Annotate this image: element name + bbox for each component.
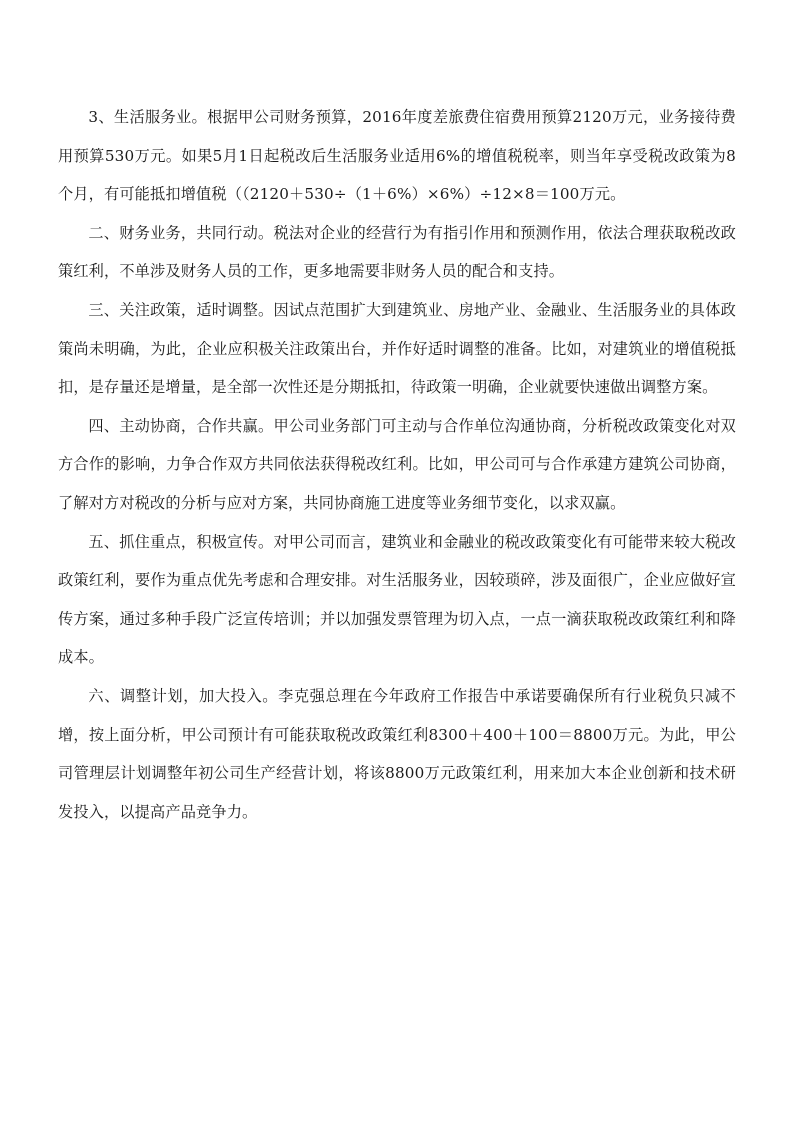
paragraph-policy-adjustment: 三、关注政策，适时调整。因试点范围扩大到建筑业、房地产业、金融业、生活服务业的具体政策尚未明确，为此，企业应积极关注政策出台，并作好适时调整的准备。比如，对建筑业的增值税抵扣，是存量还是增量，是全部一次性还是分期抵扣，待政策一明确，企业就要快速做出调整方案。 [58, 300, 736, 397]
paragraph-life-services: 3、生活服务业。根据甲公司财务预算，2016年度差旅费住宿费用预算2120万元，业务接待费用预算530万元。如果5月1日起税改后生活服务业适用6%的增值税税率，则当年享受税改政策为8个月，有可能抵扣增值税（（2120＋530÷（1＋6%）×6%）÷12×8＝100万元。 [58, 108, 736, 204]
paragraph-plan-investment: 六、调整计划，加大投入。李克强总理在今年政府工作报告中承诺要确保所有行业税负只减不增，按上面分析，甲公司预计有可能获取税改政策红利8300＋400＋100＝8800万元。为此，甲公司管理层计划调整年初公司生产经营计划，将该8800万元政策红利，用来加大本企业创新和技术研发投入，以提高产品竞争力。 [58, 686, 736, 821]
document-body [58, 98, 736, 831]
paragraph-key-focus: 五、抓住重点，积极宣传。对甲公司而言，建筑业和金融业的税改政策变化有可能带来较大税改政策红利，要作为重点优先考虑和合理安排。对生活服务业，因较琐碎，涉及面很广，企业应做好宣传方案，通过多种手段广泛宣传培训；并以加强发票管理为切入点，一点一滴获取税改政策红利和降成本。 [58, 532, 736, 667]
paragraph-joint-action: 二、财务业务，共同行动。税法对企业的经营行为有指引作用和预测作用，依法合理获取税改政策红利，不单涉及财务人员的工作，更多地需要非财务人员的配合和支持。 [58, 223, 736, 281]
paragraph-cooperation: 四、主动协商，合作共赢。甲公司业务部门可主动与合作单位沟通协商，分析税改政策变化对双方合作的影响，力争合作双方共同依法获得税改红利。比如，甲公司可与合作承建方建筑公司协商，了解对方对税改的分析与应对方案，共同协商施工进度等业务细节变化，以求双赢。 [58, 416, 736, 512]
